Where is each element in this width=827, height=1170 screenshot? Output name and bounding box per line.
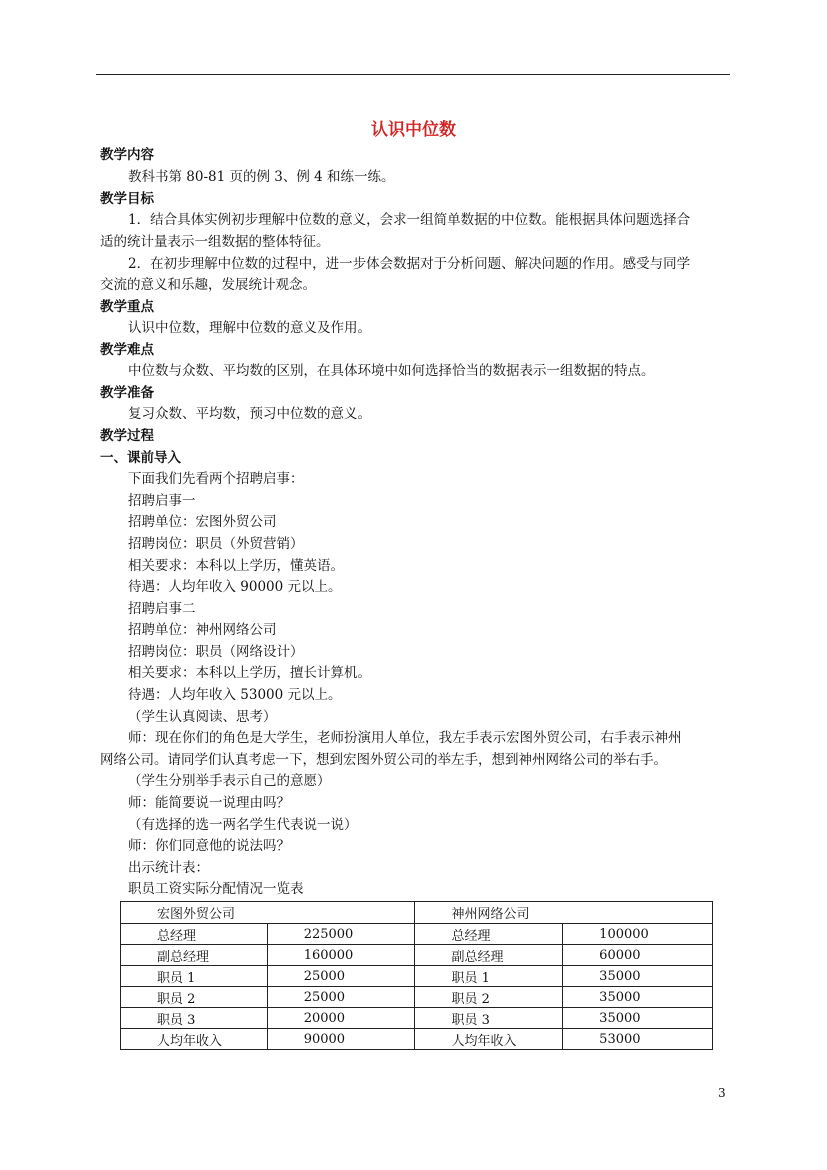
difficulty-text: 中位数与众数、平均数的区别，在具体环境中如何选择恰当的数据表示一组数据的特点。 xyxy=(128,363,655,379)
body-line: 招聘单位：神州网络公司 xyxy=(128,622,277,638)
table-header-row xyxy=(121,902,713,924)
body-line: （学生分别举手表示自己的意愿） xyxy=(128,773,331,789)
cell: 35000 xyxy=(563,987,713,1008)
body-line: 下面我们先看两个招聘启事： xyxy=(128,471,304,487)
table-row xyxy=(121,966,713,987)
cell: 职员 3 xyxy=(121,1008,268,1029)
body-line: 相关要求：本科以上学历，懂英语。 xyxy=(128,558,344,574)
company-a-header: 宏图外贸公司 xyxy=(121,902,415,924)
table-row xyxy=(121,1029,713,1050)
body-line: 招聘启事一 xyxy=(128,493,196,509)
cell: 60000 xyxy=(563,945,713,966)
prep-text: 复习众数、平均数，预习中位数的意义。 xyxy=(128,406,371,422)
page-number: 3 xyxy=(718,1086,726,1100)
heading-key: 教学重点 xyxy=(100,299,154,315)
document-title: 认识中位数 xyxy=(371,120,456,140)
header-rule xyxy=(96,74,730,75)
heading-difficulty: 教学难点 xyxy=(100,342,154,358)
body-line: 待遇：人均年收入 90000 元以上。 xyxy=(128,579,342,595)
cell: 53000 xyxy=(563,1029,713,1050)
heading-intro: 一、课前导入 xyxy=(100,450,181,466)
cell: 职员 1 xyxy=(121,966,268,987)
body-line: 招聘岗位：职员（网络设计） xyxy=(128,644,304,660)
body-line: （学生认真阅读、思考） xyxy=(128,709,277,725)
cell: 总经理 xyxy=(121,924,268,945)
heading-goal: 教学目标 xyxy=(100,191,154,207)
cell: 副总经理 xyxy=(415,945,563,966)
cell: 160000 xyxy=(267,945,415,966)
body-line: （有选择的选一两名学生代表说一说） xyxy=(128,817,358,833)
table-row xyxy=(121,945,713,966)
goal-2b: 交流的意义和乐趣，发展统计观念。 xyxy=(100,277,316,293)
cell: 25000 xyxy=(267,966,415,987)
cell: 100000 xyxy=(563,924,713,945)
salary-table xyxy=(120,901,713,1050)
cell: 人均年收入 xyxy=(121,1029,268,1050)
cell: 90000 xyxy=(267,1029,415,1050)
body-line: 师：你们同意他的说法吗？ xyxy=(128,838,290,854)
heading-process: 教学过程 xyxy=(100,428,154,444)
goal-1b: 适的统计量表示一组数据的整体特征。 xyxy=(100,234,330,250)
cell: 人均年收入 xyxy=(415,1029,563,1050)
goal-2a: 2．在初步理解中位数的过程中，进一步体会数据对于分析问题、解决问题的作用。感受与同学 xyxy=(128,256,691,272)
body-line: 网络公司。请同学们认真考虑一下，想到宏图外贸公司的举左手，想到神州网络公司的举右手。 xyxy=(100,752,667,768)
table-caption: 职员工资实际分配情况一览表 xyxy=(128,881,304,897)
content-text: 教科书第 80-81 页的例 3、例 4 和练一练。 xyxy=(128,169,395,185)
cell: 职员 3 xyxy=(415,1008,563,1029)
cell: 25000 xyxy=(267,987,415,1008)
cell: 职员 2 xyxy=(415,987,563,1008)
body-line: 相关要求：本科以上学历，擅长计算机。 xyxy=(128,665,371,681)
table-row xyxy=(121,924,713,945)
heading-prep: 教学准备 xyxy=(100,385,154,401)
cell: 职员 2 xyxy=(121,987,268,1008)
body-line: 待遇：人均年收入 53000 元以上。 xyxy=(128,687,342,703)
body-line: 出示统计表： xyxy=(128,860,209,876)
cell: 20000 xyxy=(267,1008,415,1029)
table-row xyxy=(121,1008,713,1029)
heading-content: 教学内容 xyxy=(100,147,154,163)
cell: 总经理 xyxy=(415,924,563,945)
company-b-header: 神州网络公司 xyxy=(415,902,713,924)
cell: 职员 1 xyxy=(415,966,563,987)
table-row xyxy=(121,987,713,1008)
body-line: 招聘启事二 xyxy=(128,601,196,617)
cell: 副总经理 xyxy=(121,945,268,966)
body-line: 师：能简要说一说理由吗？ xyxy=(128,795,290,811)
body-line: 师：现在你们的角色是大学生，老师扮演用人单位，我左手表示宏图外贸公司，右手表示神州 xyxy=(128,730,682,746)
cell: 35000 xyxy=(563,966,713,987)
cell: 35000 xyxy=(563,1008,713,1029)
goal-1a: 1．结合具体实例初步理解中位数的意义，会求一组简单数据的中位数。能根据具体问题选择合 xyxy=(128,212,691,228)
body-line: 招聘岗位：职员（外贸营销） xyxy=(128,536,304,552)
key-text: 认识中位数，理解中位数的意义及作用。 xyxy=(128,320,371,336)
cell: 225000 xyxy=(267,924,415,945)
body-line: 招聘单位：宏图外贸公司 xyxy=(128,514,277,530)
